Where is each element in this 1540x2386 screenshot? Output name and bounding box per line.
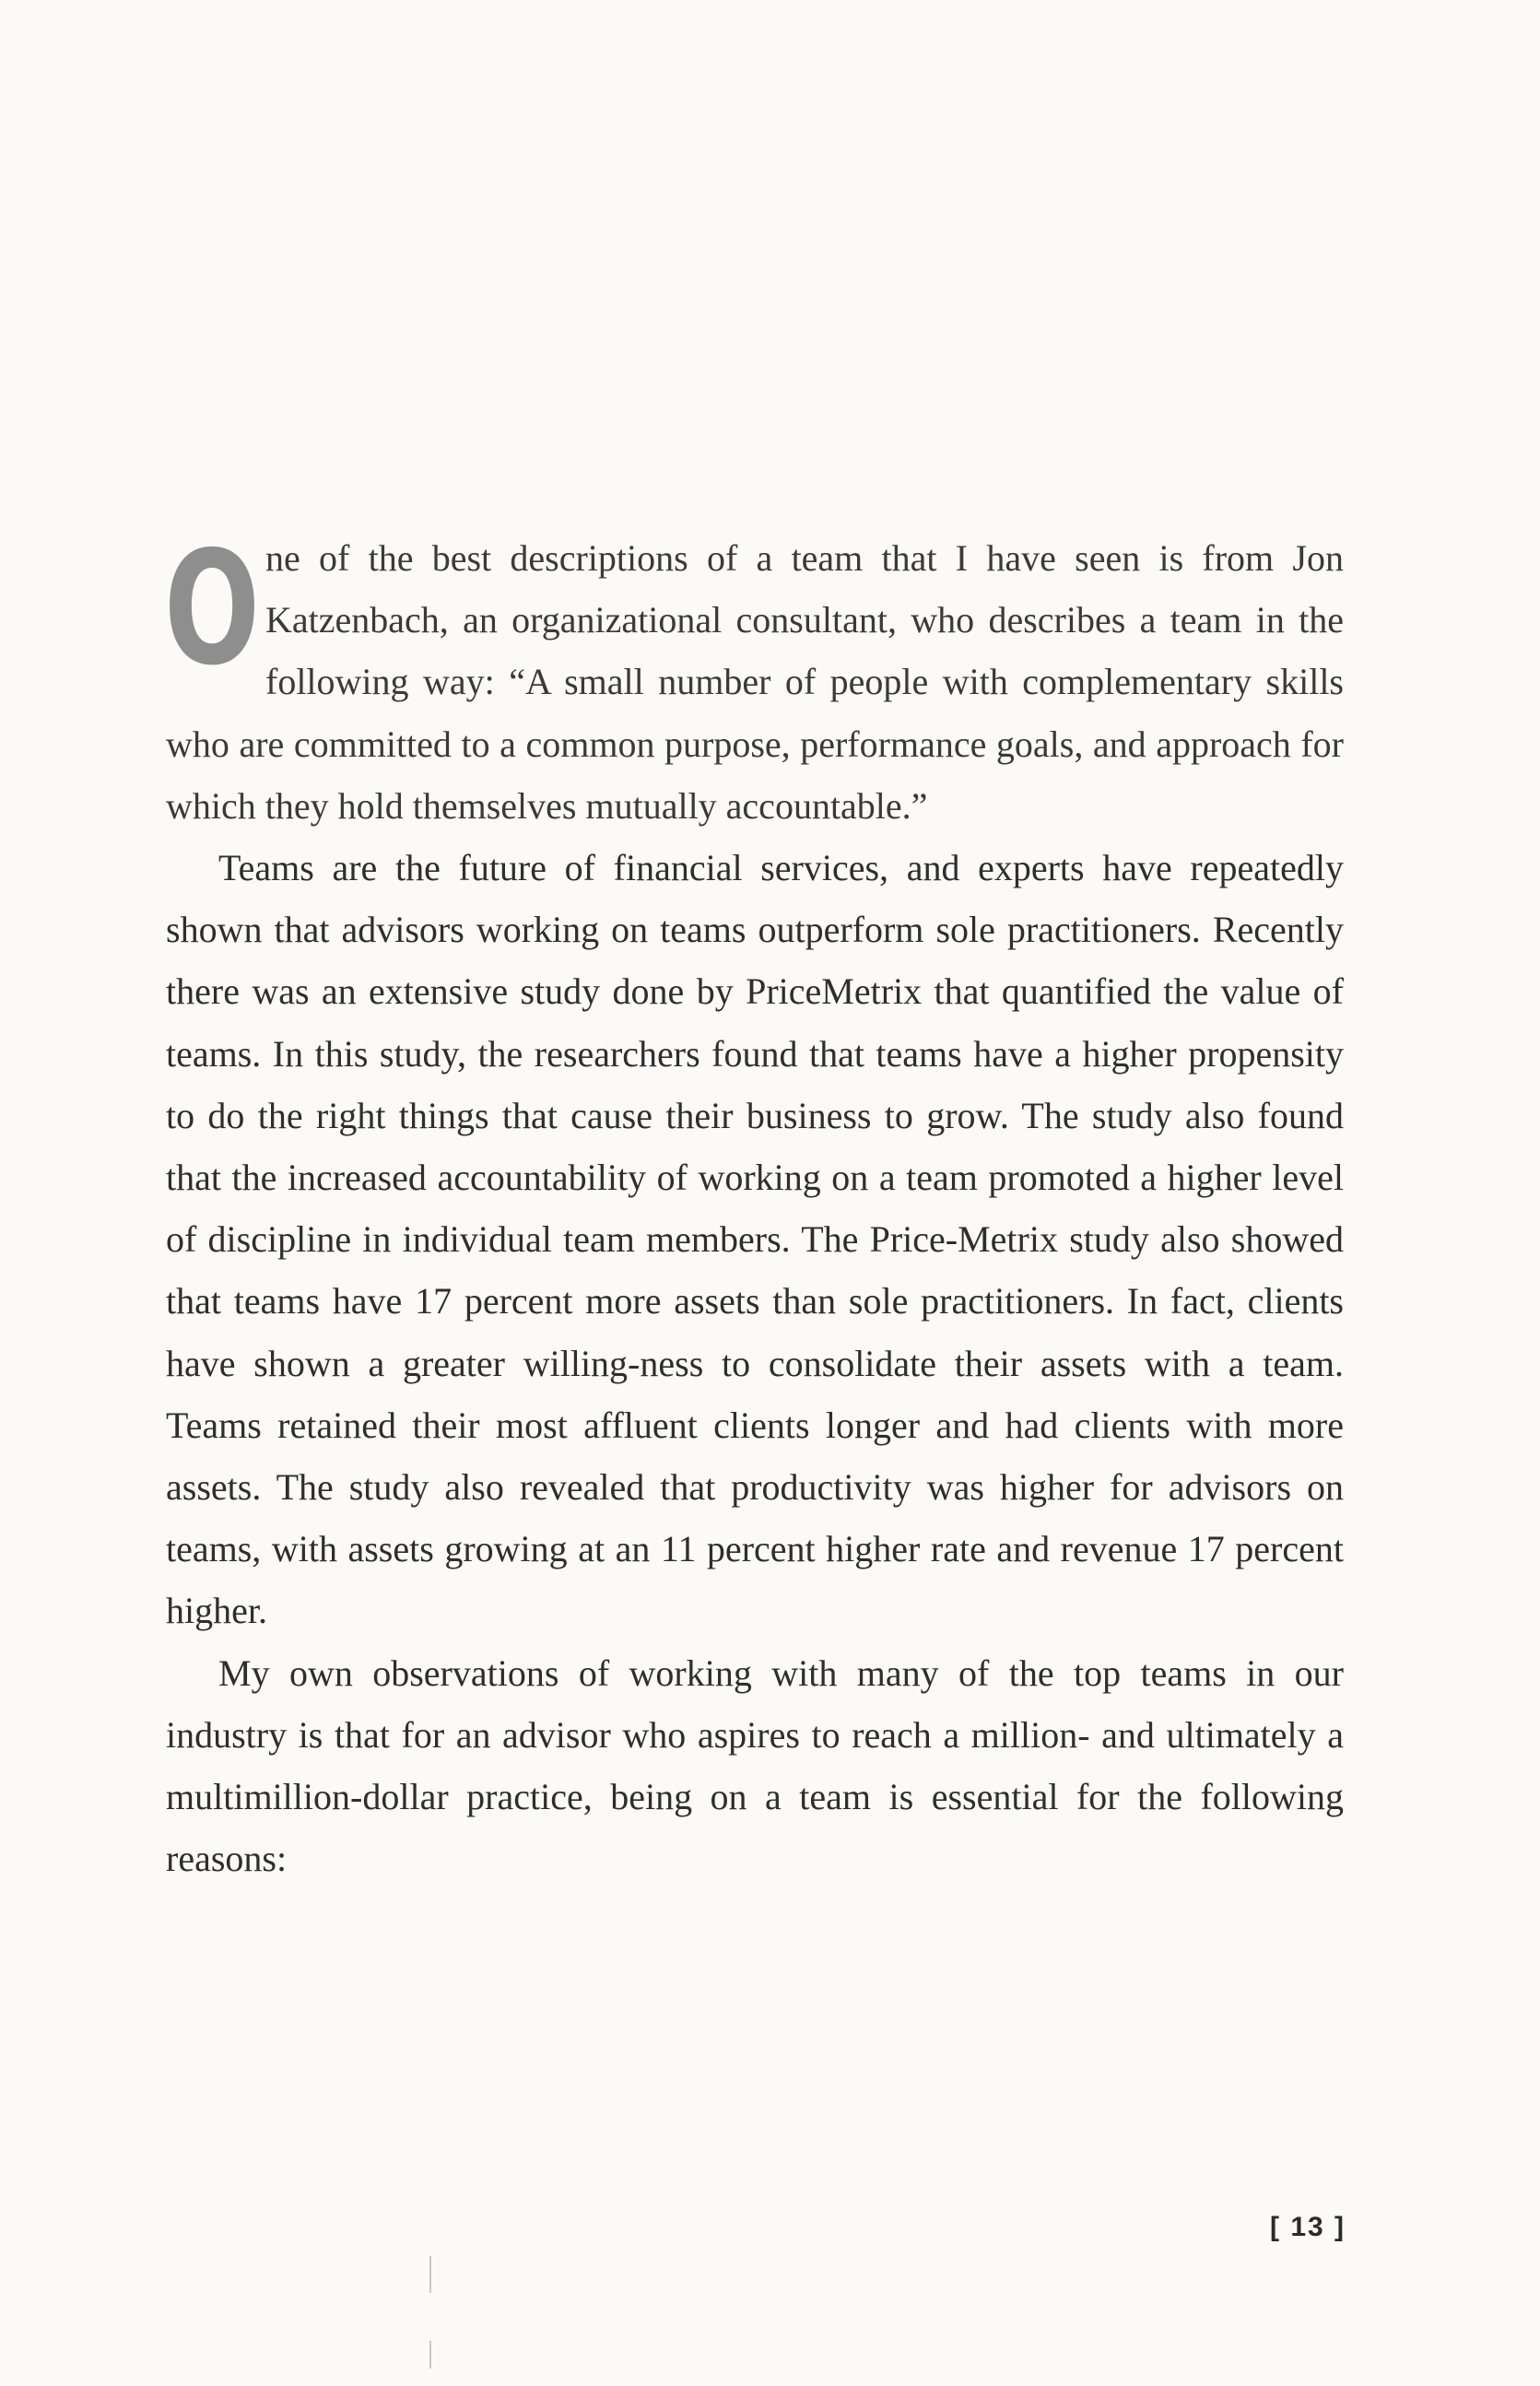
paragraph-3: My own observations of working with many of the top teams in our industry is that for an advisor who aspires to reach a million- and ultimately a multimillion-dollar practice, being on a team is essential for the following reasons: bbox=[166, 1651, 1344, 1880]
paragraph-1-text: ne of the best descriptions of a team that I have seen is from Jon Katzenbach, an organizational consultant, who describes a team in the following way: “A small number of people with complementary skills who are committed to a common purpose, performance goals, and approach for which they hold themselves mutually accountable.” bbox=[166, 537, 1344, 827]
paragraph-1 bbox=[164, 518, 1344, 837]
page-number: [ 13 ] bbox=[1270, 2212, 1346, 2242]
scan-artifact-line bbox=[429, 2256, 431, 2293]
paragraph-2: Teams are the future of financial services, and experts have repeatedly shown that advisors working on teams outperform sole practitioners. Recently there was an extensive study done by PriceMetrix that quantified the value of teams. In this study, the researchers found that teams have a higher propensity to do the right things that cause their business to grow. The study also found that the increased accountability of working on a team promoted a higher level of discipline in individual team members. The Price-Metrix study also showed that teams have 17 percent more assets than sole practitioners. In fact, clients have shown a greater willing-ness to consolidate their assets with a team. Teams retained their most affluent clients longer and had clients with more assets. The study also revealed that productivity was higher for advisors on teams, with assets growing at an 11 percent higher rate and revenue 17 percent higher. bbox=[166, 847, 1344, 1632]
drop-cap: O bbox=[164, 518, 258, 700]
scan-artifact-line bbox=[429, 2341, 431, 2368]
body-text bbox=[164, 518, 1344, 1889]
